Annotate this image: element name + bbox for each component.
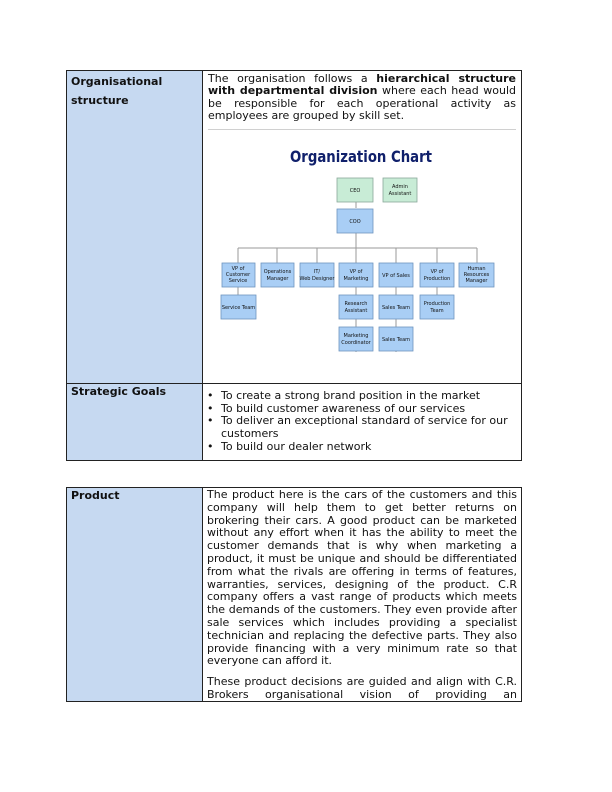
org-node-admin-label-1: Admin bbox=[392, 184, 408, 190]
org-node-vpcs-label-2: Customer bbox=[225, 272, 251, 278]
org-node-vpmkt-label-2: Marketing bbox=[343, 276, 369, 282]
intro-text-1: The organisation follows a bbox=[208, 72, 377, 85]
product-row bbox=[67, 488, 522, 702]
org-node-prodteam-label-2: Team bbox=[430, 308, 444, 314]
org-node-vpcs-label-3: Service bbox=[228, 278, 248, 284]
org-node-it-label-2: Web Designer bbox=[299, 276, 335, 282]
org-chart-svg bbox=[203, 130, 520, 382]
org-node-research-assistant bbox=[339, 295, 373, 319]
org-structure-intro bbox=[203, 71, 521, 129]
org-node-coo bbox=[337, 209, 373, 233]
org-node-prodteam-label-1: Production bbox=[423, 301, 451, 307]
org-node-production-team bbox=[420, 295, 454, 319]
bullet-icon: • bbox=[207, 414, 214, 428]
org-node-it-web-designer bbox=[300, 263, 336, 287]
org-node-ceo-label: CEO bbox=[349, 188, 361, 194]
org-node-ops-label-2: Manager bbox=[266, 276, 289, 282]
strategic-goals-content-cell bbox=[203, 384, 522, 461]
org-node-mktcoord-label-2: Coordinator bbox=[341, 340, 371, 346]
goal-text: To build our dealer network bbox=[221, 439, 372, 453]
product-label: Product bbox=[71, 489, 120, 502]
org-node-vpmkt-label-1: VP of bbox=[349, 269, 363, 275]
strategic-goals-list bbox=[203, 384, 521, 459]
org-structure-label-line1: Organisational bbox=[71, 75, 163, 88]
org-node-vpcs-label-1: VP of bbox=[231, 266, 245, 272]
goal-text: To create a strong brand position in the market bbox=[221, 389, 481, 402]
org-node-admin-label-2: Assistant bbox=[388, 191, 412, 197]
org-node-hr-label-2: Resources bbox=[463, 272, 490, 278]
org-node-vp-customer-service bbox=[222, 263, 255, 287]
org-node-sales-team-2-label: Sales Team bbox=[381, 337, 411, 343]
org-node-ops-label-1: Operations bbox=[263, 269, 292, 275]
intro-bold-text: hierarchical structure with departmental division bbox=[208, 72, 516, 98]
org-node-vpsales-label: VP of Sales bbox=[382, 273, 410, 279]
org-node-service-team bbox=[221, 295, 256, 319]
org-structure-table bbox=[66, 70, 522, 461]
org-structure-label bbox=[67, 71, 202, 111]
org-chart-title: Organization Chart bbox=[290, 147, 433, 166]
org-structure-row bbox=[67, 71, 522, 384]
strategic-goals-label-cell bbox=[67, 384, 203, 461]
org-structure-label-line2: structure bbox=[71, 94, 129, 107]
org-node-sales-team-2 bbox=[379, 327, 413, 351]
org-node-research-label-2: Assistant bbox=[344, 308, 368, 314]
product-paragraph-2: These product decisions are guided and align with C.R. Brokers organisational vision of providing an bbox=[207, 675, 517, 701]
org-structure-label-cell bbox=[67, 71, 203, 384]
product-content-cell bbox=[203, 488, 522, 702]
strategic-goals-row bbox=[67, 384, 522, 461]
org-node-sales-team-1 bbox=[379, 295, 413, 319]
org-chart bbox=[203, 130, 521, 382]
org-node-hr-label-3: Manager bbox=[465, 278, 488, 284]
org-node-vp-production bbox=[420, 263, 454, 287]
org-node-marketing-coordinator bbox=[339, 327, 373, 351]
goal-text: To deliver an exceptional standard of service for our customers bbox=[221, 414, 508, 441]
org-node-vpprod-label-1: VP of bbox=[430, 269, 444, 275]
org-node-admin-assistant bbox=[383, 178, 417, 202]
list-item bbox=[207, 415, 517, 440]
org-node-service-team-label: Service Team bbox=[221, 305, 256, 311]
org-node-mktcoord-label-1: Marketing bbox=[343, 333, 369, 339]
goal-text: To build customer awareness of our services bbox=[221, 401, 466, 415]
list-item bbox=[207, 441, 517, 454]
strategic-goals-label: Strategic Goals bbox=[71, 385, 167, 398]
org-node-coo-label: COO bbox=[349, 219, 361, 225]
org-node-vp-marketing bbox=[339, 263, 373, 287]
org-node-operations-manager bbox=[261, 263, 294, 287]
org-node-it-label-1: IT/ bbox=[313, 269, 321, 275]
bullet-icon: • bbox=[207, 401, 214, 415]
bullet-icon: • bbox=[207, 389, 214, 402]
org-node-research-label-1: Research bbox=[344, 301, 368, 307]
org-node-sales-team-1-label: Sales Team bbox=[381, 305, 411, 311]
org-structure-content-cell bbox=[203, 71, 522, 384]
org-node-hr-label-1: Human bbox=[467, 266, 486, 272]
product-table bbox=[66, 487, 522, 702]
product-body bbox=[203, 488, 521, 701]
org-node-hr-manager bbox=[459, 263, 494, 287]
org-node-vp-sales bbox=[379, 263, 413, 287]
product-paragraph-1: The product here is the cars of the customers and this company will help them to get better returns on brokering their cars. A good product can be marketed without any effort when it has the ability to meet the customer demands that is why when marketing a product, it must be unique and should be differentiated from what the rivals are offering in terms of features, warranties, services, designing of the product. C.R company offers a vast range of products which meets the demands of the customers. They even provide after sale services which includes providing a specialist technician and replacing the defective parts. They also provide financing with a very minimum rate so that everyone can afford it. bbox=[207, 488, 517, 668]
list-item bbox=[207, 390, 517, 403]
org-node-vpprod-label-2: Production bbox=[423, 276, 451, 282]
intro-text-2: where each head would be responsible for each operational activity as employees are grouped by skill set. bbox=[208, 84, 516, 123]
product-label-cell bbox=[67, 488, 203, 702]
bullet-icon: • bbox=[207, 439, 214, 453]
org-node-ceo bbox=[337, 178, 373, 202]
